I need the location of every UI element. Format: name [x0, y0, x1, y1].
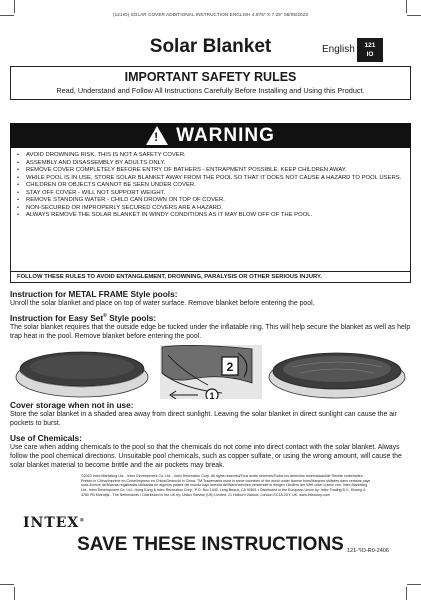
covered-pool-image	[16, 352, 148, 397]
warning-header	[10, 123, 411, 148]
warning-item: • CHILDREN OR OBJECTS CANNOT BE SEEN UNDER COVER.	[17, 182, 405, 190]
exclamation-icon: !	[154, 130, 159, 144]
chemicals-heading: Use of Chemicals:	[10, 433, 82, 443]
page-title: Solar Blanket	[149, 36, 272, 57]
warning-triangle-icon	[146, 126, 168, 145]
legal-notice: ©2023 Intex Marketing Ltd. - Intex Development Co. Ltd. - Intex Recreation Corp. All rights reserved/Tous droits réservés/Todos los derechos reservados/Alle Rechte vorbehalten. Printed in China/Imprimé en Chine/Impreso en China/Gedruckt in China. TM Trademarks used in some countries of the world under license from/Marques utilisées dans certains pays sous licence de/Marcas registradas utilizadas en algunos países del mundo bajo licencia de/Warenzeichen verwendet in einigen Ländern der Welt unter Lizenz von: Intex Marketing Ltd., Intex Development Co. Ltd., Hong Kong & Intex Recreation Corp., P.O. Box 1440, Long Beach, CA 90801 • Distributed in the European Union by: Intex Trading B.V., Ebweg 4, 4780 PB Moerdijk - The Netherlands • Distributed in the UK by: Unilux Service (UK) Limited, 21 Holborn Viaduct, London EC1A 2DY, UK. www.intexcorp.com	[81, 474, 371, 497]
document-code: 121-*IO-R0-2406	[347, 548, 389, 554]
model-badge-line2: IO	[366, 51, 374, 58]
warning-heading: WARNING	[176, 124, 275, 146]
model-badge-line1: 121	[364, 42, 376, 49]
warning-item: • STAY OFF COVER - WILL NOT SUPPORT WEIGHT.	[17, 190, 405, 198]
warning-item: • NON-SECURED OR IMPROPERLY SECURED COVERS ARE A HAZARD.	[17, 205, 405, 213]
crop-mark	[406, 587, 407, 600]
covered-pool-top-image	[269, 353, 405, 398]
metal-frame-text: Unroll the solar blanket and place on top of water surface. Remove blanket before entering the pool.	[10, 300, 315, 307]
crop-mark	[14, 587, 15, 600]
warning-item: • ALWAYS REMOVE THE SOLAR BLANKET IN WINDY CONDITIONS AS IT MAY BLOW OFF OF THE POOL.	[17, 212, 405, 220]
storage-heading: Cover storage when not in use:	[10, 400, 134, 410]
intex-logo-text: INTEX	[23, 515, 80, 531]
warning-item: • REMOVE STANDING WATER - CHILD CAN DROWN ON TOP OF COVER.	[17, 197, 405, 205]
easy-set-heading-pre: Instruction for Easy Set	[10, 313, 104, 323]
warning-item: • WHILE POOL IS IN USE, STORE SOLAR BLANKET AWAY FROM THE POOL SO THAT IT DOES NOT CAUSE A HAZARD TO POOL USERS.	[17, 175, 405, 183]
tucking-cover-image	[160, 345, 262, 399]
intex-logo	[23, 515, 85, 531]
model-badge	[357, 38, 383, 62]
step-2-label: 2	[226, 360, 234, 374]
warning-list	[17, 152, 405, 220]
easy-set-text: The solar blanket requires that the outside edge be tucked under the inflatable ring. This will help secure the blanket as well as help trap heat in the pool. Remove blanket before entering the pool.	[10, 324, 411, 340]
language-label: English	[322, 44, 355, 55]
metal-frame-heading: Instruction for METAL FRAME Style pools:	[10, 289, 178, 299]
intex-registered-mark: ®	[79, 517, 86, 524]
registered-mark: ®	[103, 313, 107, 320]
pool-cover-illustration	[12, 343, 409, 399]
warning-item: • AVOID DROWNING RISK, THIS IS NOT A SAFETY COVER.	[17, 152, 405, 160]
chemicals-text: Use care when adding chemicals to the pool so that the chemicals do not come into direct contact with the solar blanket. Always follow the pool chemical directions. Unsuitable pool chemicals, such as copper sulfate, or using the wrong amount, will cause the solar blanket material to become brittle and the air pockets may break.	[10, 444, 402, 469]
safety-rules-title: IMPORTANT SAFETY RULES	[124, 70, 297, 84]
easy-set-heading-post: Style pools:	[106, 313, 157, 323]
warning-item: • ASSEMBLY AND DISASSEMBLY BY ADULTS ONLY.	[17, 160, 405, 168]
crop-mark	[0, 584, 14, 585]
storage-text: Store the solar blanket in a shaded area away from direct sunlight. Leaving the solar blanket in direct sunlight can cause the air pockets to burst.	[10, 411, 397, 427]
easy-set-heading	[10, 313, 156, 323]
warning-divider	[10, 271, 411, 272]
save-instructions-banner: SAVE THESE INSTRUCTIONS	[77, 534, 344, 555]
warning-footer: FOLLOW THESE RULES TO AVOID ENTANGLEMENT, DROWNING, PARALYSIS OR OTHER SERIOUS INJURY.	[17, 274, 322, 280]
print-info-strip: (121IO) SOLAR COVER ADDITIONAL INSTRUCTION ENGLISH 4.875" X 7.25" 08/05/2023	[112, 12, 309, 17]
warning-item: • REMOVE COVER COMPLETELY BEFORE ENTRY OF BATHERS - ENTRAPMENT POSSIBLE. KEEP CHILDREN AWAY.	[17, 167, 405, 175]
safety-rules-subtitle: Read, Understand and Follow All Instructions Carefully Before Installing and Using this Product.	[56, 86, 365, 95]
step-1-label: 1	[209, 391, 215, 399]
crop-mark	[407, 584, 421, 585]
